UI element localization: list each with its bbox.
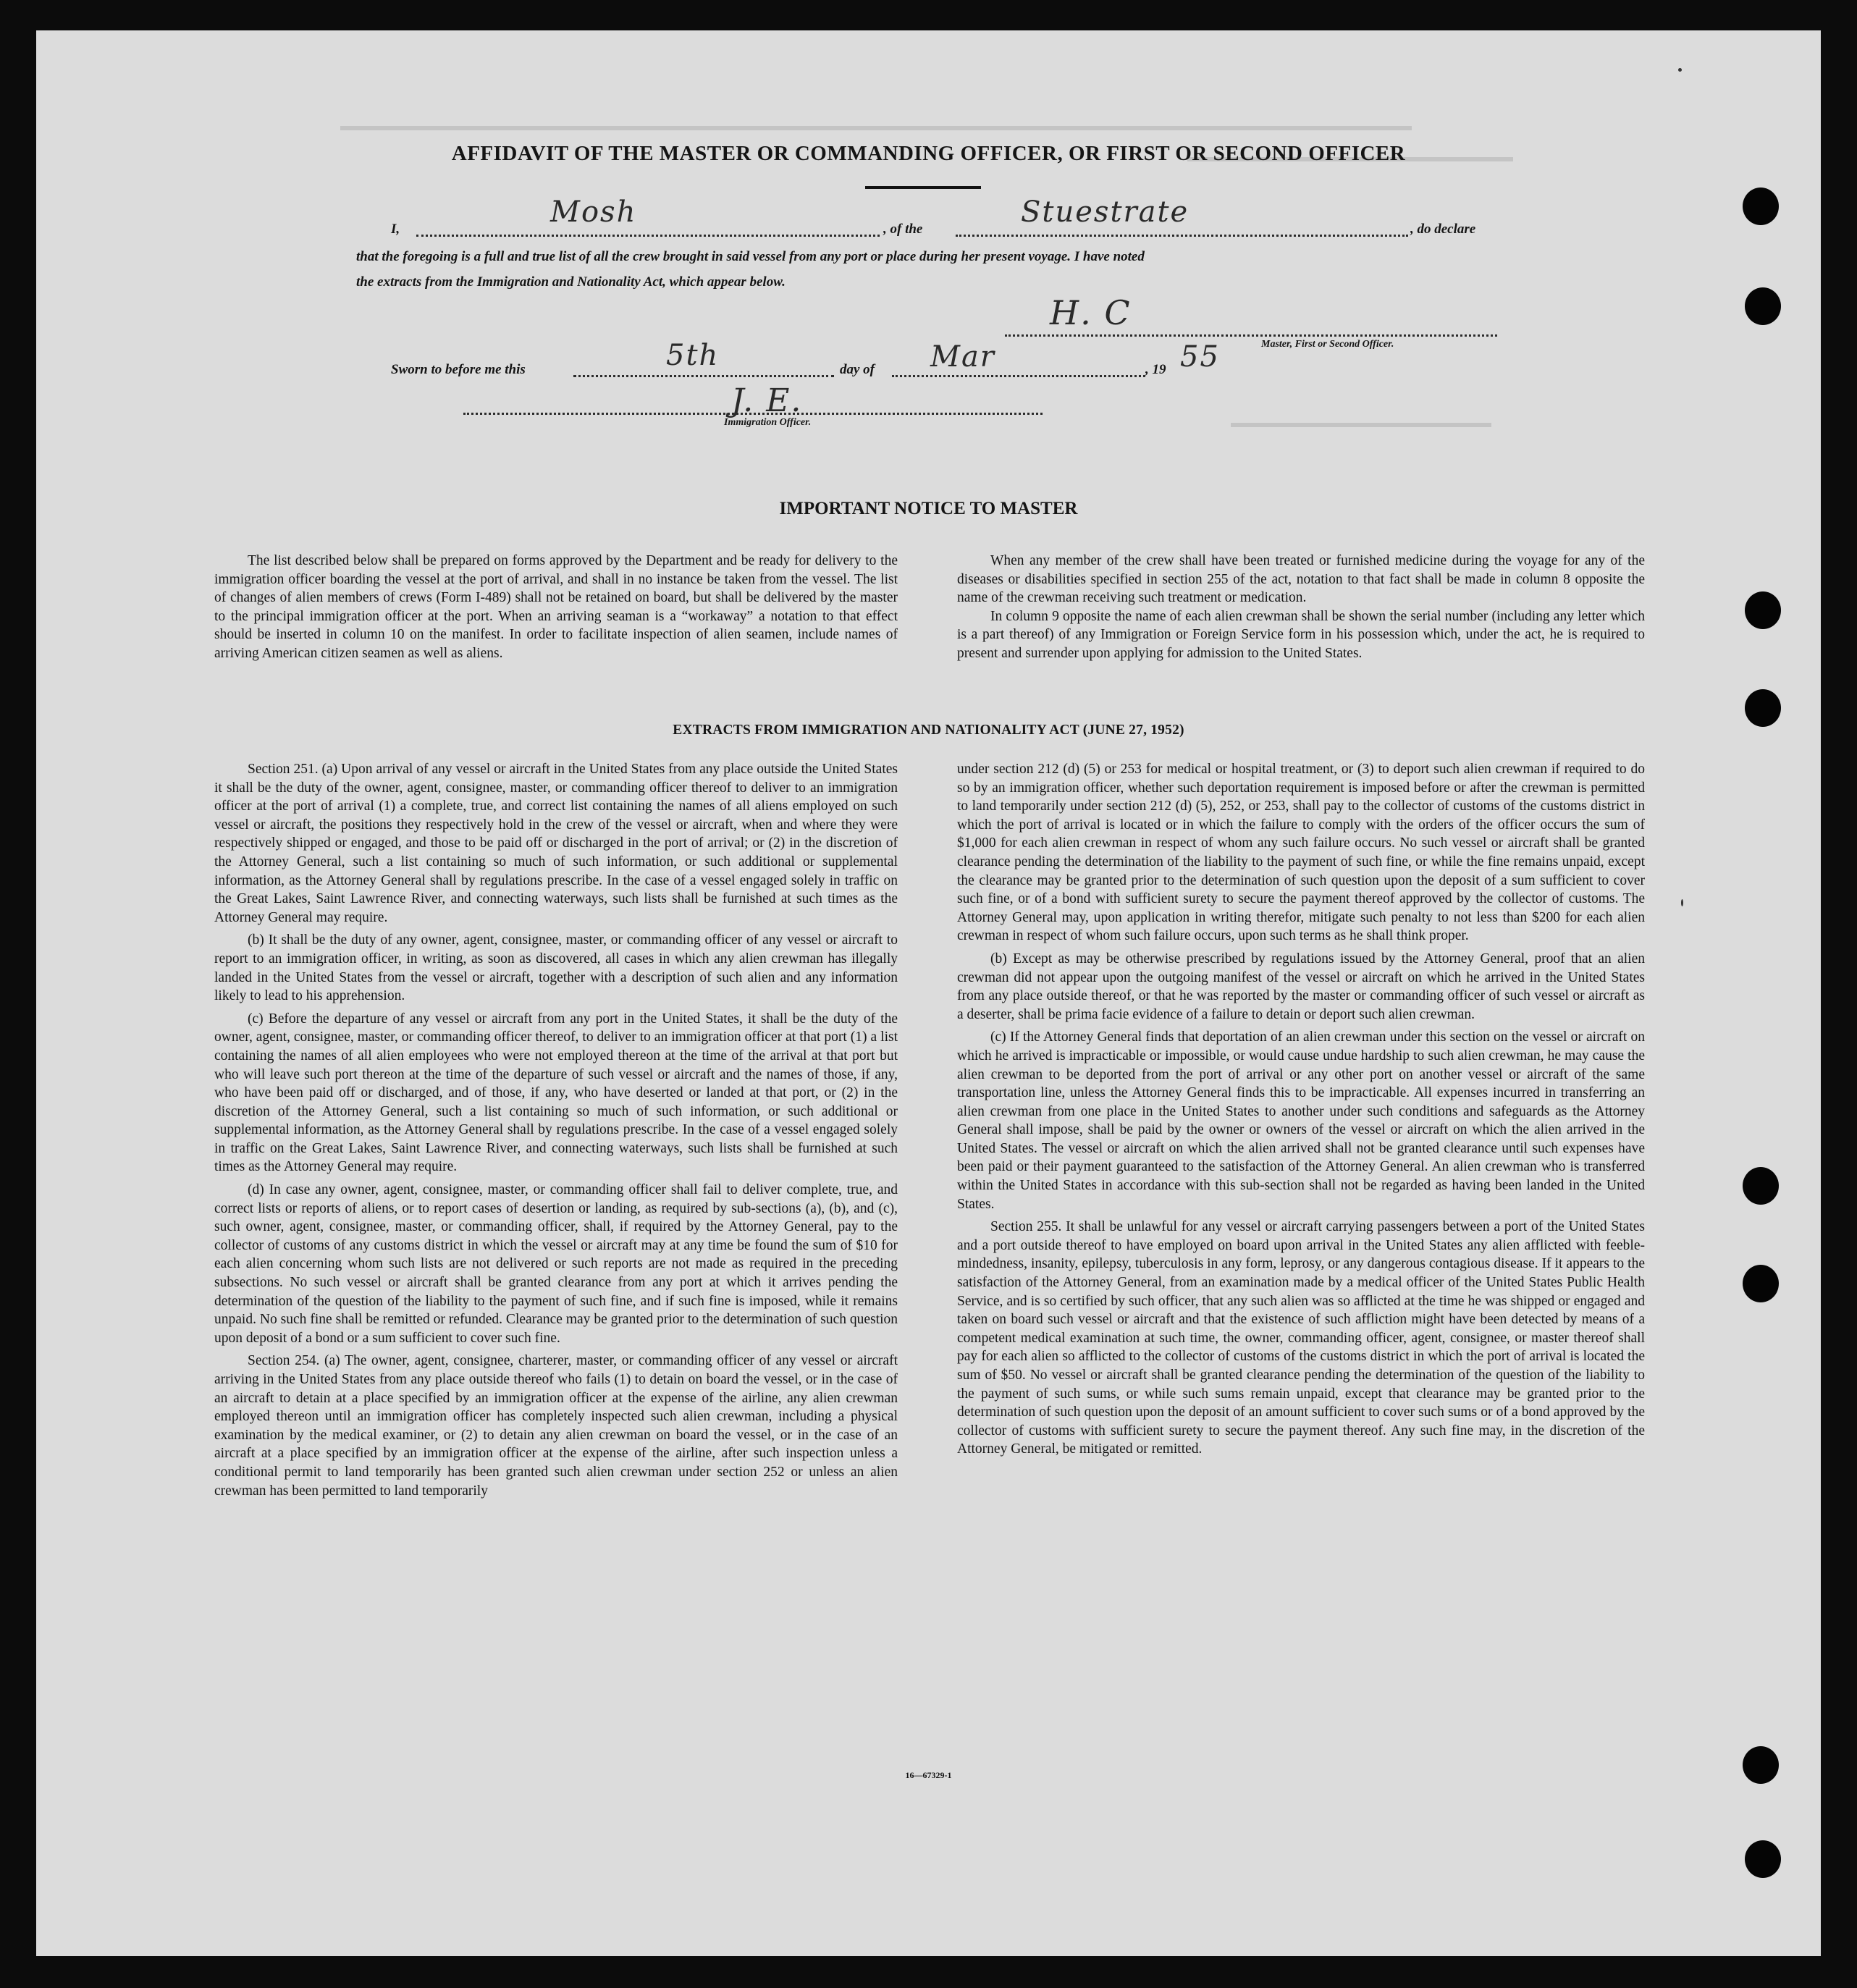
section-255: Section 255. It shall be unlawful for any vessel or aircraft carrying passengers between a port of the United States and a port outside thereof to have employed on board upon arrival in the United States any alien afflicted with feeble-mindedness, insanity, epilepsy, tuberculosis in any form, leprosy, or any dangerous contagious disease. If it appears to the satisfaction of the Attorney General, from an examination made by a medical officer of the United States Public Health Service, and is so certified by such officer, that any such alien was so afflicted at the time he was shipped or engaged and taken on board such vessel or aircraft and that the existence of such affliction might have been detected by means of a competent medical examination at such time, the owner, commanding officer, agent, consignee, or master thereof shall pay for each alien so afflicted to the collector of customs of the customs district in which the port of arrival is located the sum of $50. No vessel or aircraft shall be granted clearance pending the determination of the question of the liability to the payment of such sums, or while such sums remain unpaid, except that clearance may be granted prior to the determination of such question upon the deposit of an amount sufficient to cover such sums or of a bond approved by the collector of customs with sufficient surety to secure the payment thereof. Any such fine may, in the discretion of the Attorney General, be mitigated or remitted. bbox=[957, 1219, 1645, 1457]
notice-paragraph: In column 9 opposite the name of each alien crewman shall be shown the serial number (including any letter which is a part thereof) of any Immigration or Foreign Service form in his possession which, under the act, he is required to present and surrender upon applying for admission to the United States. bbox=[957, 608, 1645, 661]
section-251-a: Section 251. (a) Upon arrival of any vessel or aircraft in the United States from any place outside the United States it shall be the duty of the owner, agent, consignee, master, or commanding officer thereof to deliver to an immigration officer at the port of arrival (1) a complete, true, and correct list containing the names of all aliens employed on such vessel or aircraft, the positions they respectively hold in the crew of the vessel or aircraft, when and where they were respectively shipped or engaged, and those to be paid off or discharged in the port of arrival; or (2) in the discretion of the Attorney General, such a list containing so much of such information, or such additional or supplemental information, as the Attorney General shall by regulations prescribe. In the case of a vessel engaged solely in traffic on the Great Lakes, Saint Lawrence River, and connecting waterways, such lists shall be furnished at such times as the Attorney General may require. bbox=[214, 762, 898, 925]
binder-hole bbox=[1743, 188, 1779, 225]
binder-hole bbox=[1745, 287, 1781, 325]
master-name-handwritten: Mosh bbox=[550, 195, 637, 229]
month-blank bbox=[892, 375, 1145, 377]
speck bbox=[1681, 899, 1683, 906]
vessel-blank bbox=[956, 235, 1408, 237]
affidavit-title: AFFIDAVIT OF THE MASTER OR COMMANDING OFFICER, OR FIRST OR SECOND OFFICER bbox=[451, 142, 1406, 165]
master-signature-caption: Master, First or Second Officer. bbox=[1261, 339, 1394, 350]
year-handwritten: 55 bbox=[1180, 340, 1220, 374]
section-251-d: (d) In case any owner, agent, consignee, master, or commanding officer shall fail to deliver complete, true, and correct lists or reports of aliens, or to report cases of desertion or landing, as required by sub-sections (a), (b), and (c), such owner, agent, consignee, master, or commanding officer, shall, if required by the Attorney General, pay to the collector of customs of any customs district in which the vessel or aircraft may at any time be found the sum of $10 for each alien concerning whom such lists are not delivered or such reports are not made as required in the preceding subsections. No such vessel or aircraft shall be granted clearance from any port at which it arrives pending the determination of the question of the liability to the payment of such fine, and if such fine is imposed, while it remains unpaid. No such fine shall be remitted or refunded. Clearance may be granted prior to the determination of such question upon deposit of a bond or a sum sufficient to cover such fine. bbox=[214, 1182, 898, 1346]
section-251-c: (c) Before the departure of any vessel or aircraft from any port in the United States, it shall be the duty of the owner, agent, consignee, master, or commanding officer thereof, to deliver to an immigration officer at that port (1) a list containing the names of all alien employees who were not employed thereon at the time of the arrival at that port but who will leave such port thereon at the time of the departure of such vessel or aircraft and the names of those, if any, who have been paid off or discharged, and of those, if any, who have deserted or landed at that port, or (2) in the discretion of the Attorney General, such a list containing so much of such information, or such additional or supplemental information, as the Attorney General shall by regulations prescribe. In the case of a vessel engaged solely in traffic on the Great Lakes, Saint Lawrence River, and connecting waterways, such lists shall be furnished at such times as the Attorney General may require. bbox=[214, 1011, 898, 1175]
extracts-right-column bbox=[957, 760, 1645, 1463]
sworn-label: Sworn to before me this bbox=[391, 362, 526, 377]
extracts-title: EXTRACTS FROM IMMIGRATION AND NATIONALITY ACT (JUNE 27, 1952) bbox=[673, 723, 1184, 738]
section-254-b: (b) Except as may be otherwise prescribed by regulations issued by the Attorney General, proof that an alien crewman did not appear upon the outgoing manifest of the vessel or aircraft on which he arrived in the United States from any place outside thereof, or that he was reported by the master or commanding officer of such vessel or aircraft as a deserter, shall be prima facie evidence of a failure to detain or deport such alien crewman. bbox=[957, 951, 1645, 1022]
year-prefix: , 19 bbox=[1145, 362, 1166, 377]
affidavit-line-2: that the foregoing is a full and true list of all the crew brought in said vessel from any port or place during her present voyage. I have noted bbox=[356, 249, 1145, 264]
officer-signature-line bbox=[463, 413, 1043, 415]
day-blank bbox=[573, 375, 834, 377]
binder-hole bbox=[1745, 689, 1781, 727]
form-number: 16—67329-1 bbox=[905, 1770, 952, 1780]
notice-paragraph: The list described below shall be prepared on forms approved by the Department and be ready for delivery to the immigration officer boarding the vessel at the port of arrival, and shall in no instance be taken from the vessel. The list of changes of alien members of crews (Form I-489) shall not be retained on board, but shall be delivered by the master to the principal immigration officer at the port. When an arriving seaman is a “workaway” a notation to that effect should be inserted in column 10 on the manifest. In order to facilitate inspection of alien seamen, include names of arriving American citizen seamen as well as aliens. bbox=[214, 553, 898, 661]
section-254-a-continued: under section 212 (d) (5) or 253 for medical or hospital treatment, or (3) to deport such alien crewman if required to do so by an immigration officer, whether such deportation requirement is imposed before or after the crewman is permitted to land temporarily under section 212 (d) (5), 252, or 253, shall pay to the collector of customs of the customs district in which the port of arrival is located or in which the failure to comply with the orders of the officer occurs the sum of $1,000 for each alien crewman in respect of whom any such failure occurs. No such vessel or aircraft shall be granted clearance pending the determination of the liability to the payment of such fine, or while the fine remains unpaid, except the clearance may be granted prior to the determination of such question upon the deposit of a sum sufficient to cover such fine, or of a bond with sufficient surety to secure the payment thereof approved by the collector of customs. The Attorney General may, upon application in writing therefor, mitigate such penalty to not less than $200 for each alien crewman in respect of whom such failure occurs, upon such terms as he shall think proper. bbox=[957, 762, 1645, 944]
officer-signature-caption: Immigration Officer. bbox=[724, 417, 812, 428]
day-of-label: day of bbox=[840, 362, 875, 377]
affidavit-line-3: the extracts from the Immigration and Nationality Act, which appear below. bbox=[356, 274, 786, 290]
section-254-c: (c) If the Attorney General finds that deportation of an alien crewman under this section on the vessel or aircraft on which he arrived is impracticable or impossible, or would cause undue hardship to such alien crewman, he may cause the alien crewman to be deported from the port of arrival or any other port on another vessel or aircraft of the same transportation line, unless the Attorney General finds this to be impracticable. All expenses incurred in transferring an alien crewman from one place in the United States to another under such conditions and safeguards as the Attorney General shall impose, shall be paid by the owner or owners of the vessel or aircraft on which the alien arrived in the United States. The vessel or aircraft on which the alien arrived shall not be granted clearance until such expenses have been paid or their payment guaranteed to the satisfaction of the Attorney General. An alien crewman who is transferred within the United States in accordance with this sub-section shall not be regarded as having been landed in the United States. bbox=[957, 1029, 1645, 1212]
i-label: I, bbox=[391, 222, 400, 237]
vessel-name-handwritten: Stuestrate bbox=[1021, 195, 1189, 229]
notice-left-column bbox=[214, 552, 898, 663]
notice-title: IMPORTANT NOTICE TO MASTER bbox=[779, 499, 1078, 518]
speck bbox=[1678, 68, 1682, 72]
notice-right-column bbox=[957, 552, 1645, 663]
section-251-b: (b) It shall be the duty of any owner, agent, consignee, master, or commanding officer of any vessel or aircraft to report to an immigration officer, in writing, as soon as discovered, all cases in which any alien crewman has illegally landed in the United States from the vessel or aircraft, together with a description of such alien and any information likely to lead to his apprehension. bbox=[214, 932, 898, 1004]
declare-label: , do declare bbox=[1410, 222, 1476, 237]
of-the-label: , of the bbox=[883, 222, 923, 237]
binder-hole bbox=[1745, 1840, 1781, 1878]
section-254-a: Section 254. (a) The owner, agent, consignee, charterer, master, or commanding officer of any vessel or aircraft arriving in the United States from any place outside thereof who fails (1) to detain on board the vessel, or in the case of an aircraft to detain at a place specified by an immigration officer at the expense of the airline, any alien crewman employed thereon until an immigration officer has completely inspected such alien crewman, including a physical examination by the medical examiner, or (2) to detain any alien crewman on board the vessel, or in the case of an aircraft at a place specified by an immigration officer at the expense of the airline, after such inspection unless a conditional permit to land temporarily has been granted such alien crewman under section 252 or unless an alien crewman has been permitted to land temporarily bbox=[214, 1353, 898, 1499]
master-signature-line bbox=[1005, 334, 1497, 337]
officer-signature-handwritten: J. E. bbox=[731, 382, 803, 419]
binder-hole bbox=[1745, 591, 1781, 629]
extracts-left-column bbox=[214, 760, 898, 1504]
binder-hole bbox=[1743, 1265, 1779, 1302]
master-signature-handwritten: H. C bbox=[1050, 293, 1132, 332]
name-blank bbox=[416, 235, 880, 237]
month-handwritten: Mar bbox=[930, 340, 995, 374]
binder-hole bbox=[1743, 1167, 1779, 1205]
day-handwritten: 5th bbox=[666, 339, 720, 372]
notice-paragraph: When any member of the crew shall have been treated or furnished medicine during the voyage for any of the diseases or disabilities specified in section 255 of the act, notation to that fact shall be made in column 8 opposite the name of the crewman receiving such treatment or medication. bbox=[957, 553, 1645, 606]
title-rule bbox=[865, 186, 981, 189]
